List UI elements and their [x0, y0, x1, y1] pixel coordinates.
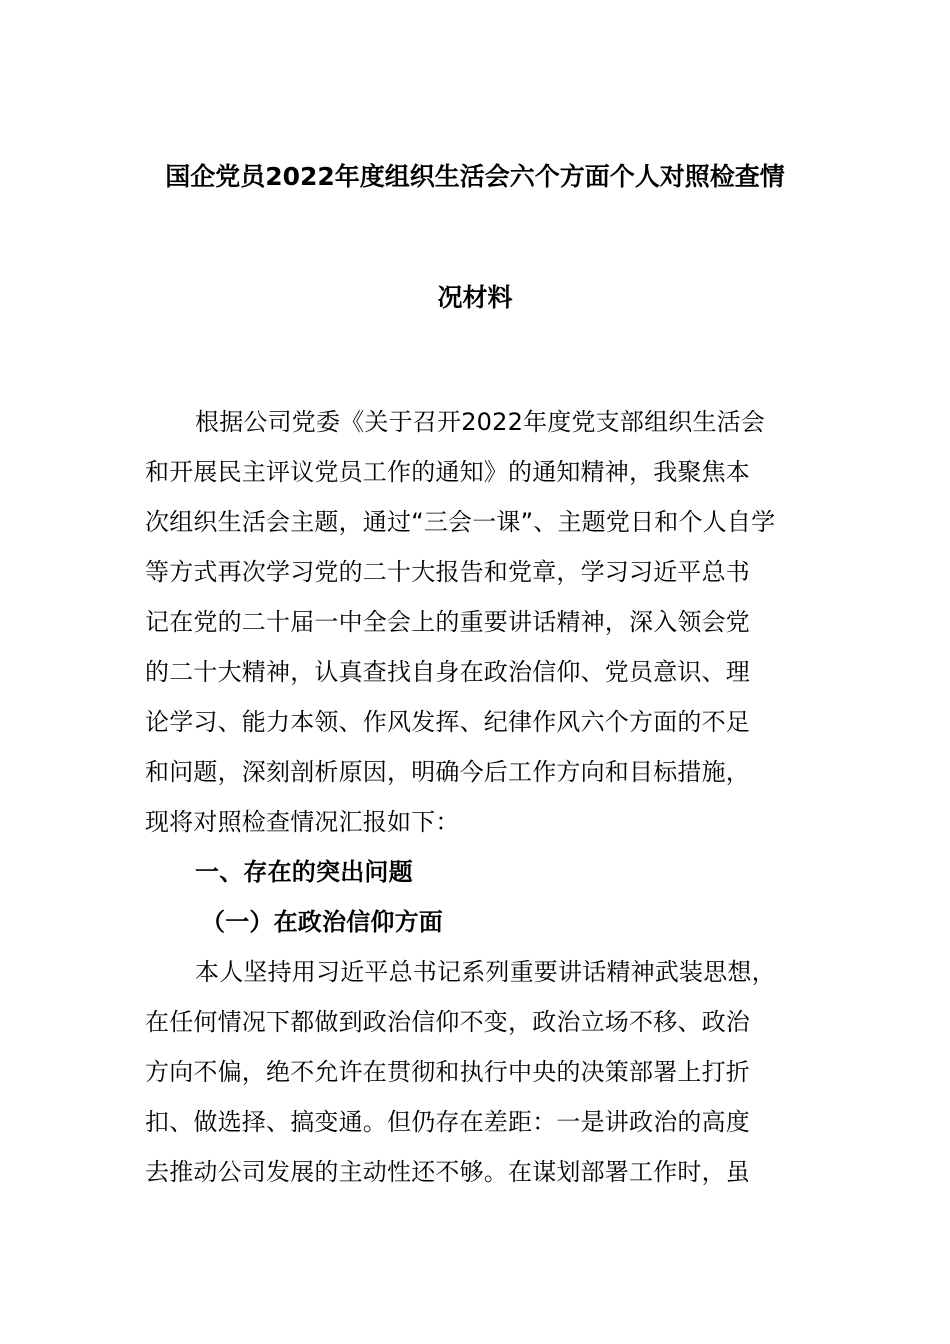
document-body	[145, 405, 810, 1205]
paragraph-1-line: 记在党的二十届一中全会上的重要讲话精神，深入领会党	[145, 608, 750, 636]
paragraph-1-line: 的二十大精神，认真查找自身在政治信仰、党员意识、理	[145, 658, 750, 686]
document-title-line-1: 国企党员2022年度组织生活会六个方面个人对照检查情	[165, 162, 785, 191]
paragraph-1-line: 论学习、能力本领、作风发挥、纪律作风六个方面的不足	[145, 708, 750, 736]
document-title-line-2: 况材料	[437, 283, 513, 312]
paragraph-2-line: 扣、做选择、搞变通。但仍存在差距：一是讲政治的高度	[145, 1108, 750, 1136]
paragraph-1-line: 次组织生活会主题，通过“三会一课”、主题党日和个人自学	[145, 508, 776, 536]
paragraph-2-line: 方向不偏，绝不允许在贯彻和执行中央的决策部署上打折	[145, 1058, 750, 1086]
paragraph-1-line: 和开展民主评议党员工作的通知》的通知精神，我聚焦本	[145, 458, 750, 486]
paragraph-1-line: 根据公司党委《关于召开2022年度党支部组织生活会	[195, 408, 766, 436]
paragraph-2-line: 在任何情况下都做到政治信仰不变，政治立场不移、政治	[145, 1008, 750, 1036]
paragraph-1-line: 等方式再次学习党的二十大报告和党章，学习习近平总书	[145, 558, 750, 586]
paragraph-2-line: 去推动公司发展的主动性还不够。在谋划部署工作时，虽	[145, 1158, 750, 1186]
paragraph-1-line: 和问题，深刻剖析原因，明确今后工作方向和目标措施，	[145, 758, 750, 786]
paragraph-1-line: 现将对照检查情况汇报如下：	[145, 808, 460, 836]
subsection-heading: （一）在政治信仰方面	[201, 908, 443, 936]
paragraph-2-line: 本人坚持用习近平总书记系列重要讲话精神武装思想，	[195, 958, 776, 986]
section-heading: 一、存在的突出问题	[195, 858, 413, 886]
